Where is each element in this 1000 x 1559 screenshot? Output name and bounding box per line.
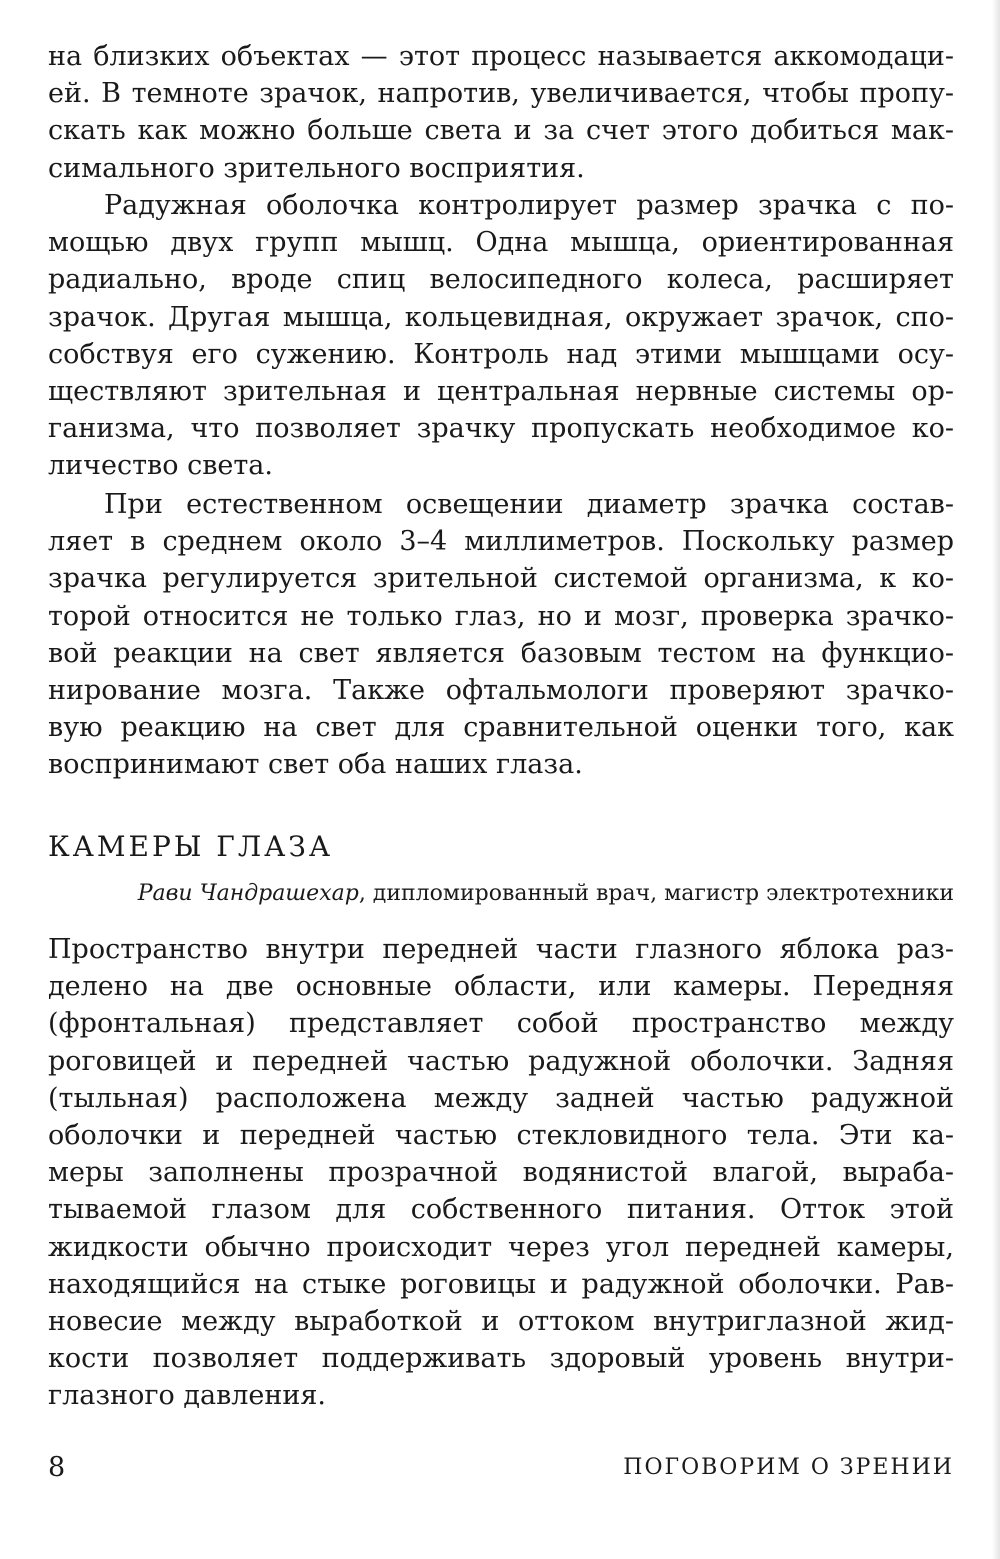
text-line: меры заполнены прозрачной водянистой влагой, выраба- [48,1157,954,1189]
author-name: Рави Чандрашехар [137,881,359,906]
text-line: мощью двух групп мышц. Одна мышца, ориентированная [48,227,954,259]
author-credentials: , дипломированный врач, магистр электротехники [358,881,954,906]
page-edge-shadow [992,0,1000,1559]
text-line: зрачок. Другая мышца, кольцевидная, окружает зрачок, спо- [48,301,954,333]
text-line: личество света. [48,450,273,482]
text-line: глазного давления. [48,1380,327,1412]
text-line: скать как можно больше света и за счет этого добиться мак- [48,115,954,147]
text-line: симального зрительного восприятия. [48,152,585,184]
text-line: оболочки и передней частью стекловидного тела. Эти ка- [48,1120,954,1151]
text-line: делено на две основные области, или камеры. Передняя [48,971,954,1003]
text-line: вую реакцию на свет для сравнительной оценки того, как [48,712,954,744]
text-line: ей. В темноте зрачок, напротив, увеличивается, чтобы пропу- [48,78,954,110]
text-line: При естественном освещении диаметр зрачка состав- [104,489,954,520]
text-line: (тыльная) расположена между задней частью радужной [48,1082,954,1114]
text-line: новесие между выработкой и оттоком внутриглазной жид- [48,1306,954,1337]
text-line: нирование мозга. Также офтальмологи проверяют зрачко- [48,675,954,706]
running-footer-title: ПОГОВОРИМ О ЗРЕНИИ [623,1455,954,1480]
text-line: тываемой глазом для собственного питания. Отток этой [48,1194,954,1226]
page-number: 8 [48,1452,66,1483]
text-line: радиально, вроде спиц велосипедного колеса, расширяет [48,264,954,296]
text-line: на близких объектах — этот процесс называется аккомодаци- [48,41,954,72]
section-author [138,879,954,909]
text-line: Радужная оболочка контролирует размер зрачка с по- [104,190,954,221]
text-line: ганизма, что позволяет зрачку пропускать необходимое ко- [48,413,954,445]
text-line: зрачка регулируется зрительной системой организма, к ко- [48,563,954,595]
section-title: КАМЕРЫ ГЛАЗА [48,830,334,863]
text-line: ществляют зрительная и центральная нервные системы ор- [48,376,954,407]
text-line: (фронтальная) представляет собой пространство между [48,1008,954,1040]
text-line: ляет в среднем около 3–4 миллиметров. Поскольку размер [48,526,954,558]
text-line: роговицей и передней частью радужной оболочки. Задняя [48,1045,954,1077]
text-line: Пространство внутри передней части глазного яблока раз- [48,934,954,965]
text-line: торой относится не только глаз, но и мозг, проверка зрачко- [48,600,954,632]
text-line: кости позволяет поддерживать здоровый уровень внутри- [48,1343,954,1375]
text-line: воспринимают свет оба наших глаза. [48,749,583,781]
text-line: жидкости обычно происходит через угол передней камеры, [48,1231,954,1263]
text-line: собствуя его сужению. Контроль над этими мышцами осу- [48,338,954,370]
text-line: вой реакции на свет является базовым тестом на функцио- [48,637,954,669]
text-line: находящийся на стыке роговицы и радужной оболочки. Рав- [48,1268,954,1300]
